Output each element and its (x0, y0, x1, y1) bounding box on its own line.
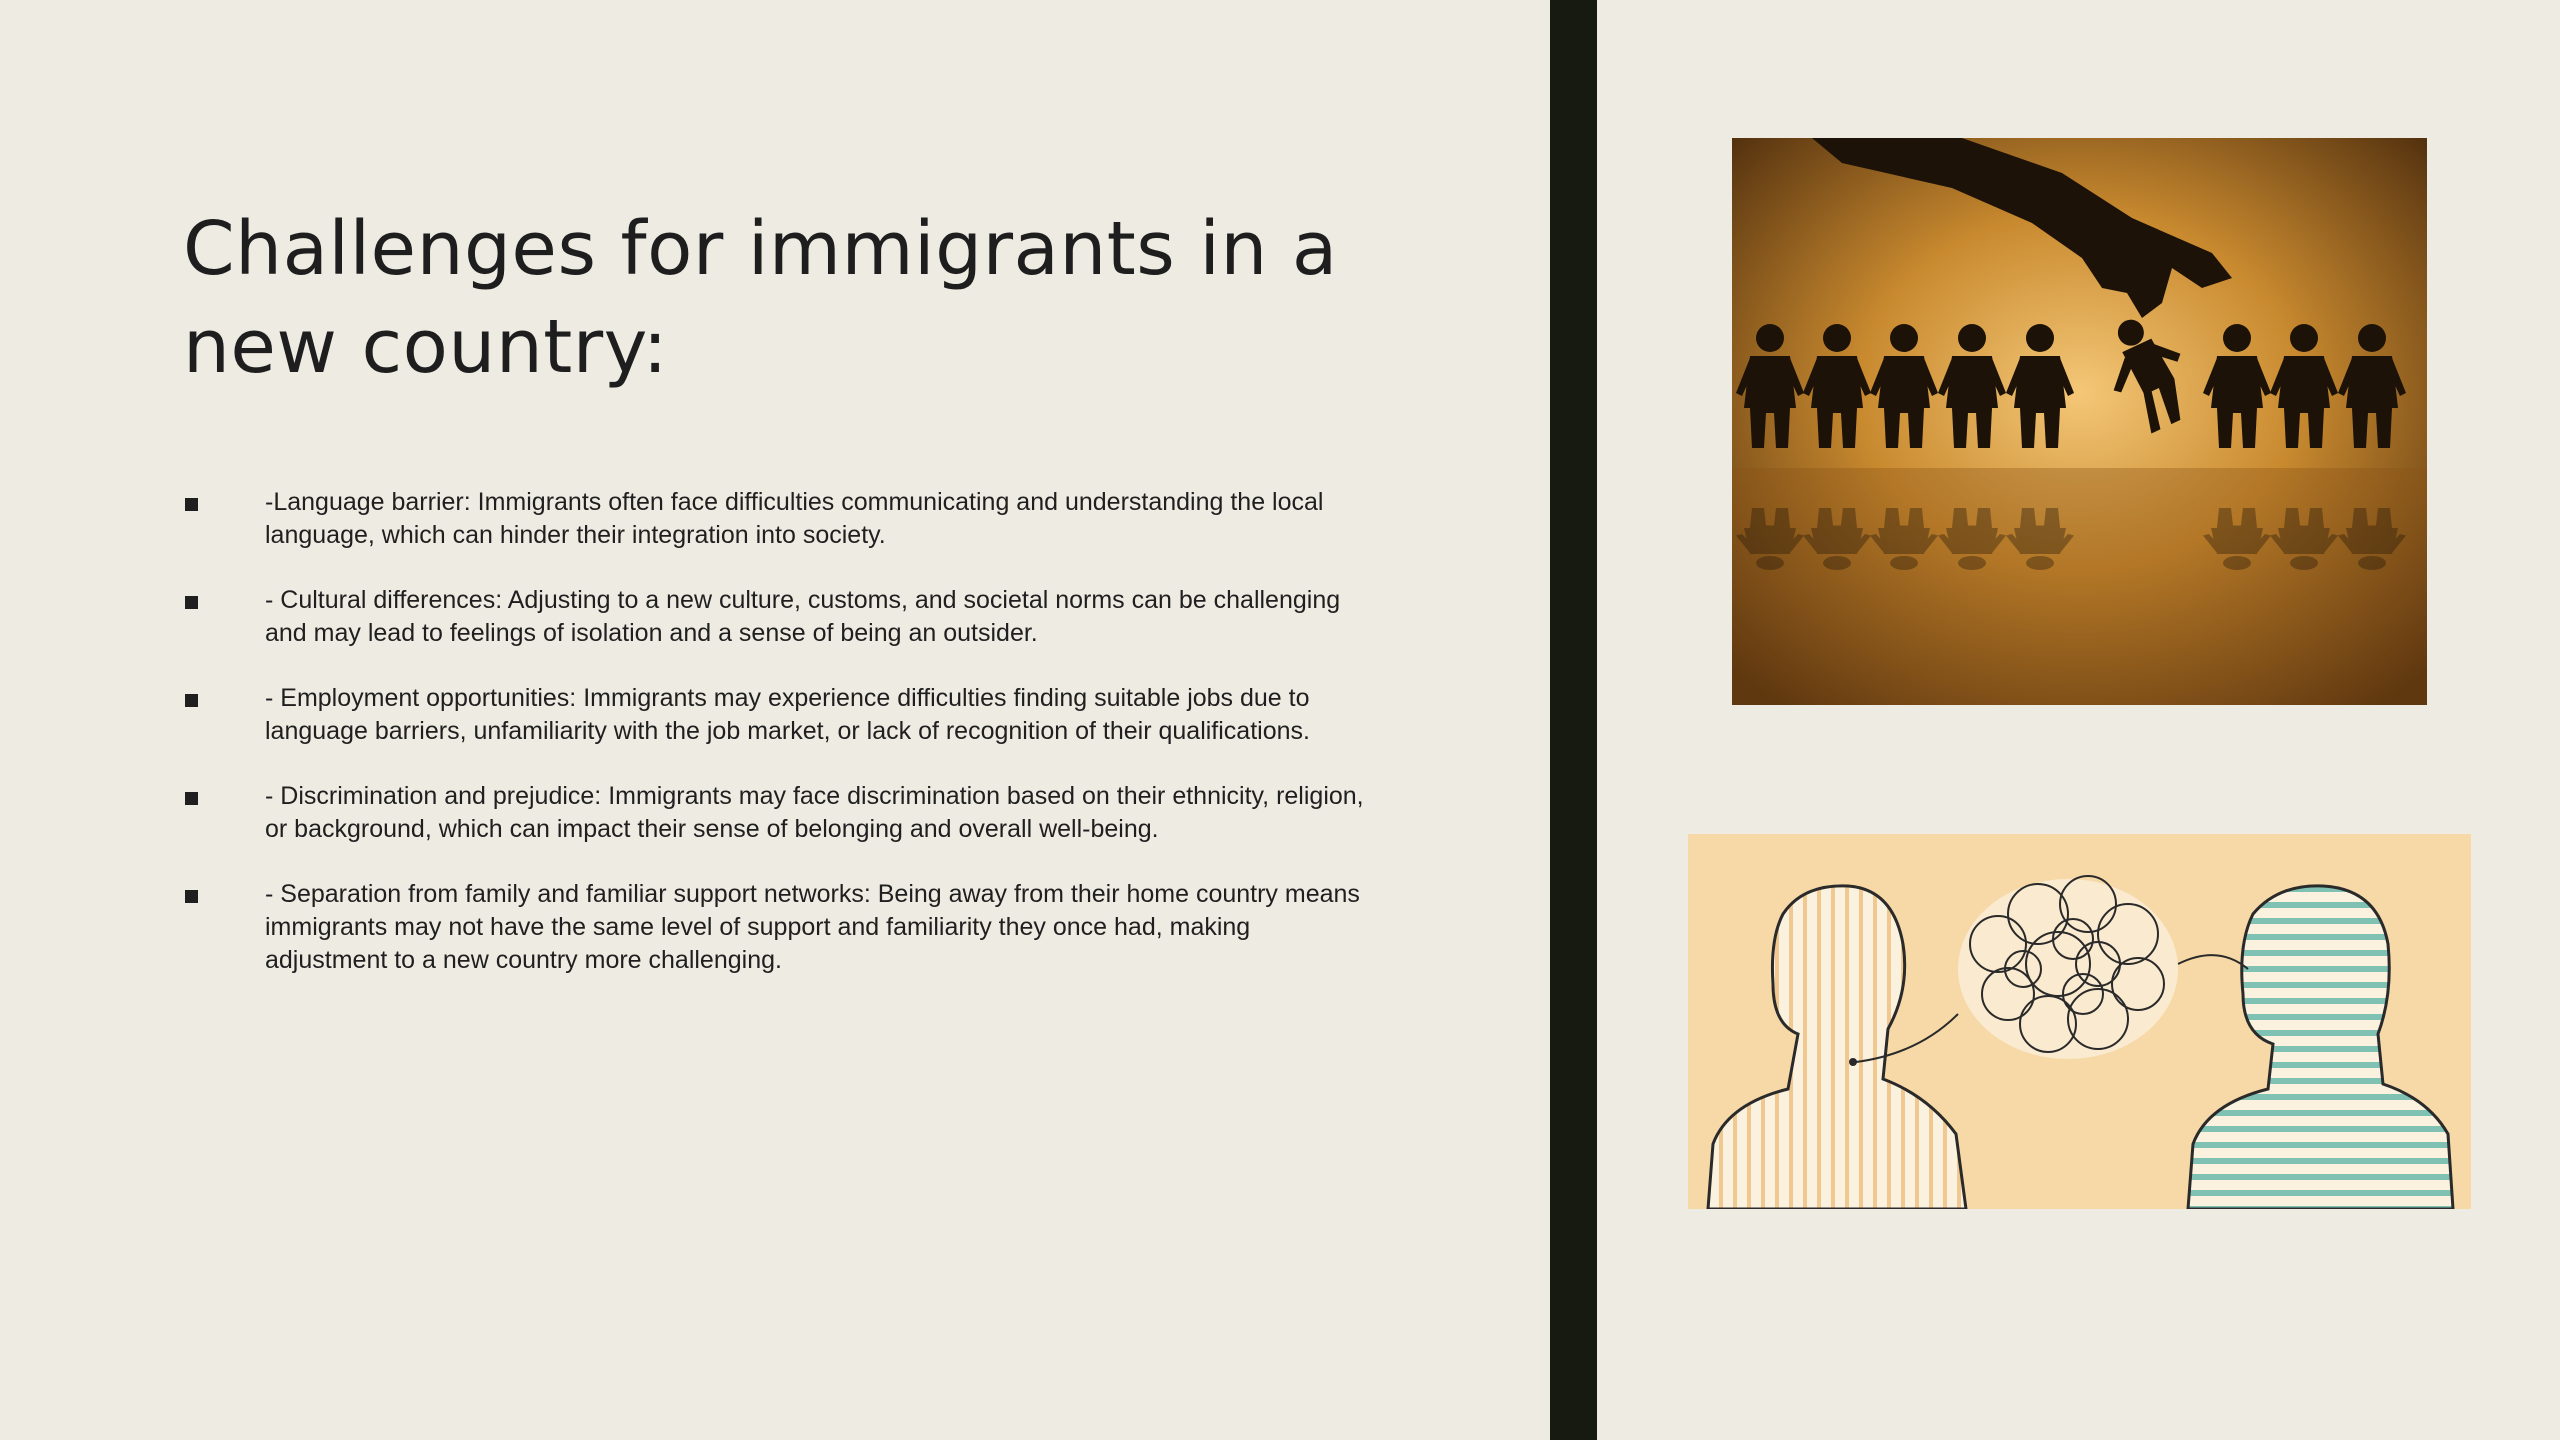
tangled-communication-image (1688, 834, 2471, 1209)
square-bullet-icon (185, 498, 198, 511)
square-bullet-icon (185, 596, 198, 609)
bullet-item (183, 682, 1373, 748)
silhouettes-hand-image (1732, 138, 2427, 705)
vertical-divider-bar (1550, 0, 1597, 1440)
slide-title (183, 200, 1433, 396)
title-line-2: new country: (183, 303, 669, 390)
title-line-1: Challenges for immigrants in a (183, 205, 1338, 292)
bullet-list (183, 486, 1373, 1009)
silhouettes-hand-illustration (1732, 138, 2427, 705)
bullet-text: - Discrimination and prejudice: Immigrants may face discrimination based on their ethnicity, religion, or background, which can impact their sense of belonging and overall well-being. (265, 782, 1364, 843)
two-heads-illustration (1688, 834, 2471, 1209)
bullet-text: - Separation from family and familiar support networks: Being away from their home country means immigrants may not have the same level of support and familiarity they once had, making adjustment to a new country more challenging. (265, 880, 1360, 974)
square-bullet-icon (185, 694, 198, 707)
bullet-item (183, 486, 1373, 552)
bullet-item (183, 780, 1373, 846)
square-bullet-icon (185, 890, 198, 903)
square-bullet-icon (185, 792, 198, 805)
bullet-item (183, 584, 1373, 650)
bullet-item (183, 878, 1373, 977)
bullet-text: - Employment opportunities: Immigrants may experience difficulties finding suitable jobs due to language barriers, unfamiliarity with the job market, or lack of recognition of their qualifications. (265, 684, 1310, 745)
bullet-text: - Cultural differences: Adjusting to a new culture, customs, and societal norms can be challenging and may lead to feelings of isolation and a sense of being an outsider. (265, 586, 1341, 647)
bullet-text: -Language barrier: Immigrants often face difficulties communicating and understanding the local language, which can hinder their integration into society. (265, 488, 1324, 549)
